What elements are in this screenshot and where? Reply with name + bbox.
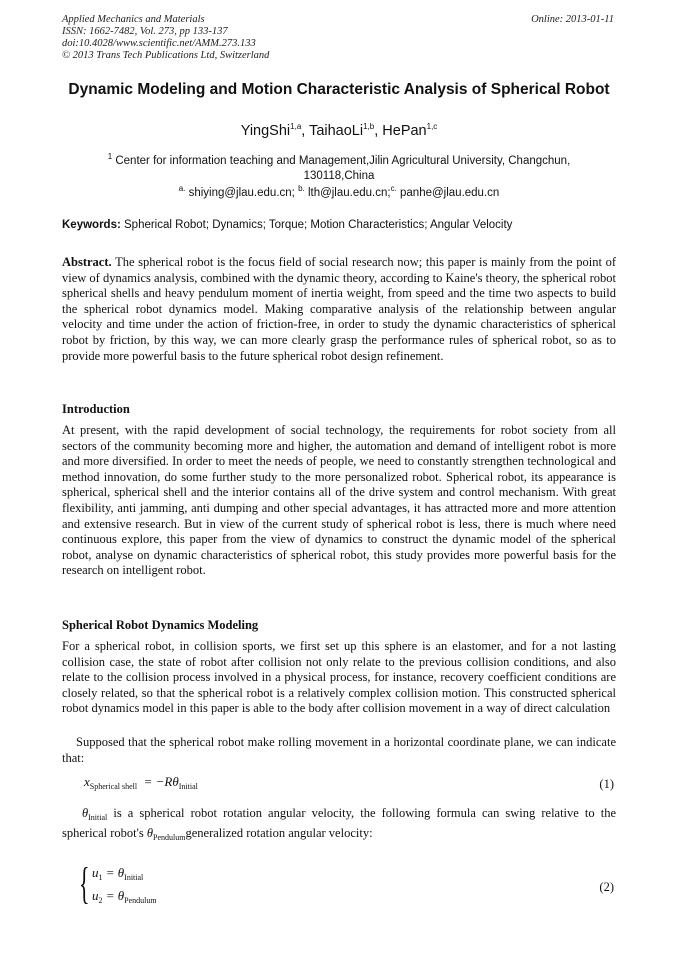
email-address[interactable]: panhe@jlau.edu.cn bbox=[400, 186, 500, 199]
journal-issn: ISSN: 1662-7482, Vol. 273, pp 133-137 bbox=[62, 26, 228, 37]
theta-sub-pendulum: Pendulum bbox=[153, 832, 186, 842]
paragraph-3-text-a: is a spherical robot rotation angular velocity, the following formula can swing relative to the spherical robot's bbox=[62, 806, 616, 840]
email-sup: c. bbox=[390, 184, 397, 193]
eq2-u2-sub: Pendulum bbox=[124, 896, 157, 905]
equation-2-number: (2) bbox=[599, 880, 614, 894]
email-sup: b. bbox=[298, 184, 305, 193]
modeling-paragraph-2: Supposed that the spherical robot make rolling movement in a horizontal coordinate plane, we can indicate that: bbox=[62, 735, 616, 765]
abstract-text: The spherical robot is the focus field of social research now; this paper is mainly from the point of view of dynamics analysis, combined with the dynamic theory, according to Kaine's theory, the spherical robot spherical shells and heavy pendulum moment of inertia weight, from speed and the time two aspects to build the spherical robot dynamics model. Making comparative analysis of the relationship between angular velocity and time under the action of friction-free, in order to study the dynamic characteristics of spherical robot by friction, by this way, we can more clearly grasp the performance rules of spherical robot, so as to provide more powerful basis to the future spherical robot design refinement. bbox=[62, 255, 616, 363]
equation-2-line-2 bbox=[92, 888, 157, 905]
abstract-label: Abstract. bbox=[62, 255, 112, 269]
equation-1-number: (1) bbox=[599, 777, 614, 791]
eq1-rhs-sub: Initial bbox=[178, 782, 198, 791]
author-list: YingShi$^{1,a}$, TaihaoLi$^{1,b}$, HePan$^{1,c}$ bbox=[240, 122, 438, 139]
theta-sub: Initial bbox=[88, 813, 108, 822]
keywords-text: Spherical Robot; Dynamics; Torque; Motion Characteristics; Angular Velocity bbox=[124, 219, 513, 231]
eq2-u2-var: u bbox=[92, 888, 99, 903]
intro-heading: Introduction bbox=[62, 402, 130, 416]
author-sup: 1,c bbox=[426, 122, 438, 131]
eq2-u1-var: u bbox=[92, 865, 99, 880]
intro-text: At present, with the rapid development of social technology, the requirements for robot society from all sectors of the community becoming more and higher, the automation and demand of intelligent robot is more and more diversified. In order to meet the needs of people, we need to constantly strengthen technological and method innovation, do some further study to the more personalized robot. Spherical robot, its appearance is spherical, spherical shell and the interior contains all of the drive system and control mechanism. With great flexibility, anti jamming, anti dumping and other special advantages, it has attracted more and more attention and extensive research. But in view of the current study of spherical robot is less, there is much where need continuous explore, this paper from the view of dynamics to construct the dynamic model of the spherical robot, analyse on dynamic characteristics of spherical robot, this study provides more powerful basis for the research on intelligent robot. bbox=[62, 423, 616, 578]
affiliation-sup: 1 bbox=[107, 152, 113, 161]
email-sup: a. bbox=[178, 184, 186, 193]
eq1-lhs-sub: Spherical shell bbox=[89, 782, 138, 791]
modeling-paragraph-3 bbox=[62, 806, 616, 845]
equation-1 bbox=[84, 774, 198, 791]
author-sup: 1,a bbox=[290, 122, 302, 131]
affiliation bbox=[80, 149, 598, 184]
author-sup: 1,b bbox=[363, 122, 375, 131]
keywords-label: Keywords: bbox=[62, 219, 121, 231]
paragraph-3-text-b: generalized rotation angular velocity: bbox=[185, 825, 373, 840]
email-address[interactable]: shiying@jlau.edu.cn; bbox=[188, 186, 295, 199]
email-address[interactable]: lth@jlau.edu.cn; bbox=[307, 186, 391, 199]
theta-symbol: θ bbox=[146, 825, 154, 840]
eq2-u2-idx: 2 bbox=[98, 896, 103, 905]
email-list bbox=[62, 184, 616, 199]
eq1-rhs: = −Rθ bbox=[143, 774, 179, 789]
modeling-paragraph-1: For a spherical robot, in collision sports, we first set up this sphere is an elastomer, and for a not lasting collision case, the state of robot after collision not only relate to the previous collision conditions, and also relate to the collision process involved in a physical process, for instance, recovery coefficient conditions are closely related, so that the spherical robot is a relatively complex collision motion. This constructed spherical robot dynamics model in this paper is able to the body after collision movement in a way of direct calculation bbox=[62, 639, 616, 716]
eq2-u1-sub: Initial bbox=[124, 873, 144, 882]
eq2-u1-idx: 1 bbox=[98, 873, 103, 882]
author-name: TaihaoLi bbox=[309, 122, 364, 139]
abstract bbox=[62, 255, 616, 364]
theta-symbol: θ bbox=[82, 806, 89, 820]
paper-title: Dynamic Modeling and Motion Characteristic Analysis of Spherical Robot bbox=[68, 81, 610, 98]
journal-doi[interactable]: doi:10.4028/www.scientific.net/AMM.273.133 bbox=[62, 38, 256, 49]
modeling-heading: Spherical Robot Dynamics Modeling bbox=[62, 618, 259, 632]
equation-2-line-1 bbox=[92, 865, 143, 882]
eq2-u2-rhs: = θ bbox=[105, 888, 125, 903]
journal-copyright: © 2013 Trans Tech Publications Ltd, Switzerland bbox=[62, 50, 270, 61]
author-name: YingShi bbox=[240, 122, 291, 139]
eq1-lhs-var: x bbox=[84, 774, 90, 789]
eq2-u1-rhs: = θ bbox=[105, 865, 125, 880]
author-name: HePan bbox=[382, 122, 427, 139]
journal-header bbox=[62, 14, 269, 62]
equation-2-brace: { bbox=[79, 859, 90, 908]
online-date: Online: 2013-01-11 bbox=[531, 14, 614, 25]
keywords bbox=[62, 219, 616, 231]
journal-name: Applied Mechanics and Materials bbox=[62, 14, 205, 25]
affiliation-text: Center for information teaching and Management,Jilin Agricultural University, Changchun, 130118,China bbox=[115, 154, 571, 182]
